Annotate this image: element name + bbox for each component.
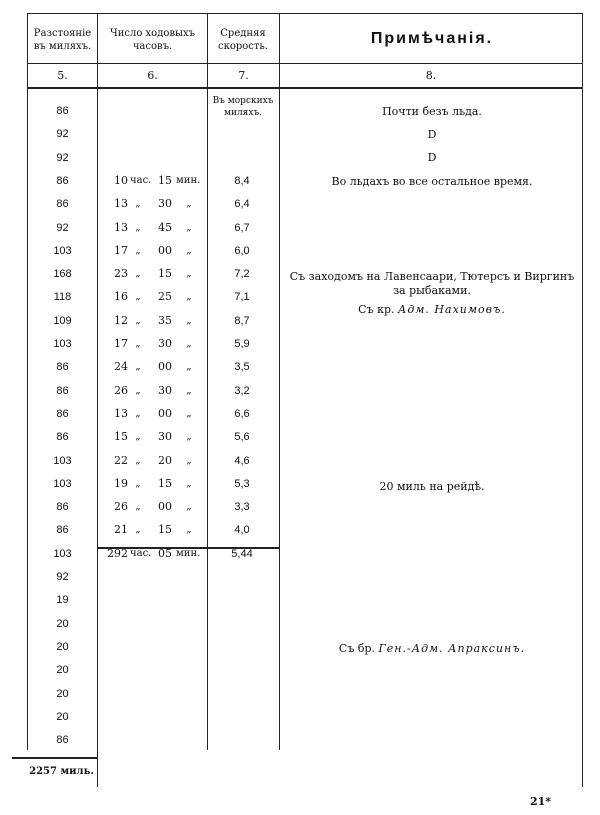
speed-cell: 6,6 — [234, 408, 250, 420]
ditto-mark: „ — [135, 385, 141, 396]
ditto-mark: „ — [186, 385, 192, 396]
ditto-mark: „ — [186, 198, 192, 209]
minutes-unit: мин. — [176, 548, 201, 559]
distance-cell: 92 — [56, 152, 69, 164]
column-number: 8. — [425, 69, 437, 82]
ditto-mark: „ — [186, 431, 192, 442]
header-rule — [27, 63, 582, 64]
speed-cell: 4,6 — [234, 455, 250, 467]
distance-cell: 20 — [56, 618, 69, 630]
note-prefix: Съ кр. — [358, 303, 395, 316]
header-speed: Средняя скорость. — [217, 28, 269, 52]
distance-cell: 86 — [56, 105, 69, 117]
ditto-mark: „ — [135, 408, 141, 419]
note: Во льдахъ во все остальное время. — [331, 175, 533, 188]
minutes-cell: 30 — [158, 384, 172, 397]
right-border — [582, 13, 583, 787]
distance-cell: 103 — [53, 455, 72, 467]
distance-cell: 20 — [56, 688, 69, 700]
hours-cell: 22 — [114, 454, 128, 467]
hours-cell: 19 — [114, 477, 128, 490]
ditto-mark: „ — [135, 268, 141, 279]
speed-cell: 5,44 — [231, 548, 253, 560]
note — [282, 642, 582, 656]
distance-cell: 20 — [56, 711, 69, 723]
ditto-mark: „ — [135, 338, 141, 349]
minutes-cell: 00 — [158, 500, 172, 513]
hours-cell: 24 — [114, 360, 128, 373]
total-distance: 2257 миль. — [29, 766, 94, 777]
hours-cell: 26 — [114, 500, 128, 513]
page-number: 21* — [530, 795, 552, 808]
minutes-cell: 30 — [158, 197, 172, 210]
speed-cell: 3,3 — [234, 501, 250, 513]
distance-cell: 103 — [53, 548, 72, 560]
column-divider — [207, 13, 208, 750]
distance-cell: 20 — [56, 664, 69, 676]
ditto-mark: „ — [135, 455, 141, 466]
grand-total-rule — [12, 757, 97, 759]
hours-cell: 17 — [114, 244, 128, 257]
note-prefix: Съ бр. — [338, 642, 375, 655]
speed-cell: 8,4 — [234, 175, 250, 187]
distance-cell: 118 — [53, 291, 72, 303]
header-notes: Примѣчанія. — [370, 30, 494, 47]
header-distance: Разстояніе въ миляхъ. — [33, 28, 92, 52]
distance-cell: 86 — [56, 198, 69, 210]
speed-cell: 5,6 — [234, 431, 250, 443]
note: 20 миль на рейдѣ. — [379, 480, 485, 493]
speed-cell: 6,7 — [234, 222, 250, 234]
hours-cell: 13 — [114, 197, 128, 210]
hours-unit: час. — [130, 175, 152, 186]
ditto-mark: „ — [135, 315, 141, 326]
distance-cell: 86 — [56, 431, 69, 443]
distance-cell: 92 — [56, 128, 69, 140]
hours-cell: 16 — [114, 290, 128, 303]
ditto-mark: „ — [135, 361, 141, 372]
distance-cell: 86 — [56, 175, 69, 187]
distance-cell: 20 — [56, 641, 69, 653]
ditto-mark: „ — [186, 501, 192, 512]
distance-cell: 19 — [56, 594, 69, 606]
note: Съ заходомъ на Лавенсаари, Тютерсъ и Виргинъ за рыбаками. — [289, 270, 575, 297]
minutes-cell: 30 — [158, 430, 172, 443]
distance-cell: 86 — [56, 385, 69, 397]
minutes-cell: 15 — [158, 477, 172, 490]
minutes-unit: мин. — [176, 175, 201, 186]
minutes-cell: 30 — [158, 337, 172, 350]
minutes-cell: 35 — [158, 314, 172, 327]
ditto-mark: „ — [186, 455, 192, 466]
note — [282, 303, 582, 317]
distance-cell: 86 — [56, 524, 69, 536]
speed-cell: 4,0 — [234, 524, 250, 536]
speed-cell: 6,0 — [234, 245, 250, 257]
minutes-cell: 15 — [158, 267, 172, 280]
speed-cell: 6,4 — [234, 198, 250, 210]
minutes-cell: 45 — [158, 221, 172, 234]
speed-cell: 3,5 — [234, 361, 250, 373]
note: Почти безъ льда. — [382, 105, 482, 118]
ship-name: Адм. Нахимовъ. — [398, 303, 506, 316]
speed-cell: 5,3 — [234, 478, 250, 490]
ditto-mark: „ — [186, 291, 192, 302]
minutes-cell: 00 — [158, 360, 172, 373]
ditto-mark: „ — [186, 338, 192, 349]
hours-cell: 21 — [114, 523, 128, 536]
hours-cell: 12 — [114, 314, 128, 327]
column-divider — [279, 13, 280, 750]
distance-cell: 103 — [53, 338, 72, 350]
header-hours: Число ходовыхъ часовъ. — [110, 28, 195, 52]
ditto-mark: „ — [186, 524, 192, 535]
ditto-mark: „ — [135, 222, 141, 233]
hours-cell: 17 — [114, 337, 128, 350]
distance-cell: 86 — [56, 501, 69, 513]
speed-unit-label: Въ морскихъ миляхъ. — [212, 96, 274, 118]
minutes-cell: 05 — [158, 547, 172, 560]
ditto-mark: „ — [186, 268, 192, 279]
distance-cell: 109 — [53, 315, 72, 327]
distance-cell: 103 — [53, 245, 72, 257]
ditto-mark: „ — [135, 198, 141, 209]
hours-cell: 23 — [114, 267, 128, 280]
hours-cell: 15 — [114, 430, 128, 443]
ditto-mark: „ — [135, 291, 141, 302]
minutes-cell: 25 — [158, 290, 172, 303]
hours-cell: 10 — [114, 174, 128, 187]
ship-name: Ген.-Адм. Апраксинъ. — [378, 642, 526, 655]
minutes-cell: 00 — [158, 407, 172, 420]
minutes-cell: 20 — [158, 454, 172, 467]
speed-cell: 8,7 — [234, 315, 250, 327]
minutes-cell: 15 — [158, 523, 172, 536]
distance-cell: 103 — [53, 478, 72, 490]
distance-cell: 92 — [56, 222, 69, 234]
distance-cell: 86 — [56, 361, 69, 373]
ditto-mark: „ — [135, 245, 141, 256]
ditto-mark: „ — [186, 245, 192, 256]
distance-cell: 168 — [53, 268, 72, 280]
ditto-mark: „ — [135, 524, 141, 535]
ditto-mark: „ — [186, 361, 192, 372]
speed-cell: 7,1 — [234, 291, 250, 303]
ditto-mark: „ — [135, 501, 141, 512]
ditto-mark: „ — [186, 315, 192, 326]
hours-cell: 292 — [107, 547, 128, 560]
hours-cell: 13 — [114, 407, 128, 420]
speed-cell: 5,9 — [234, 338, 250, 350]
column-divider — [97, 13, 98, 787]
ditto-mark: „ — [186, 222, 192, 233]
column-number: 6. — [147, 69, 158, 82]
hours-cell: 13 — [114, 221, 128, 234]
ditto-mark: „ — [186, 408, 192, 419]
ditto-mark: „ — [186, 478, 192, 489]
column-number: 7. — [238, 69, 249, 82]
left-border — [27, 13, 28, 750]
speed-cell: 3,2 — [234, 385, 250, 397]
header-rule-bold — [27, 87, 582, 89]
speed-cell: 7,2 — [234, 268, 250, 280]
ditto-mark: „ — [135, 431, 141, 442]
minutes-cell: 00 — [158, 244, 172, 257]
hours-unit: час. — [130, 548, 152, 559]
hours-cell: 26 — [114, 384, 128, 397]
ditto-mark: „ — [135, 478, 141, 489]
distance-cell: 86 — [56, 734, 69, 746]
top-border — [27, 13, 582, 14]
distance-cell: 86 — [56, 408, 69, 420]
distance-cell: 92 — [56, 571, 69, 583]
note: D — [427, 128, 437, 141]
minutes-cell: 15 — [158, 174, 172, 187]
column-number: 5. — [57, 69, 68, 82]
note: D — [427, 151, 437, 164]
